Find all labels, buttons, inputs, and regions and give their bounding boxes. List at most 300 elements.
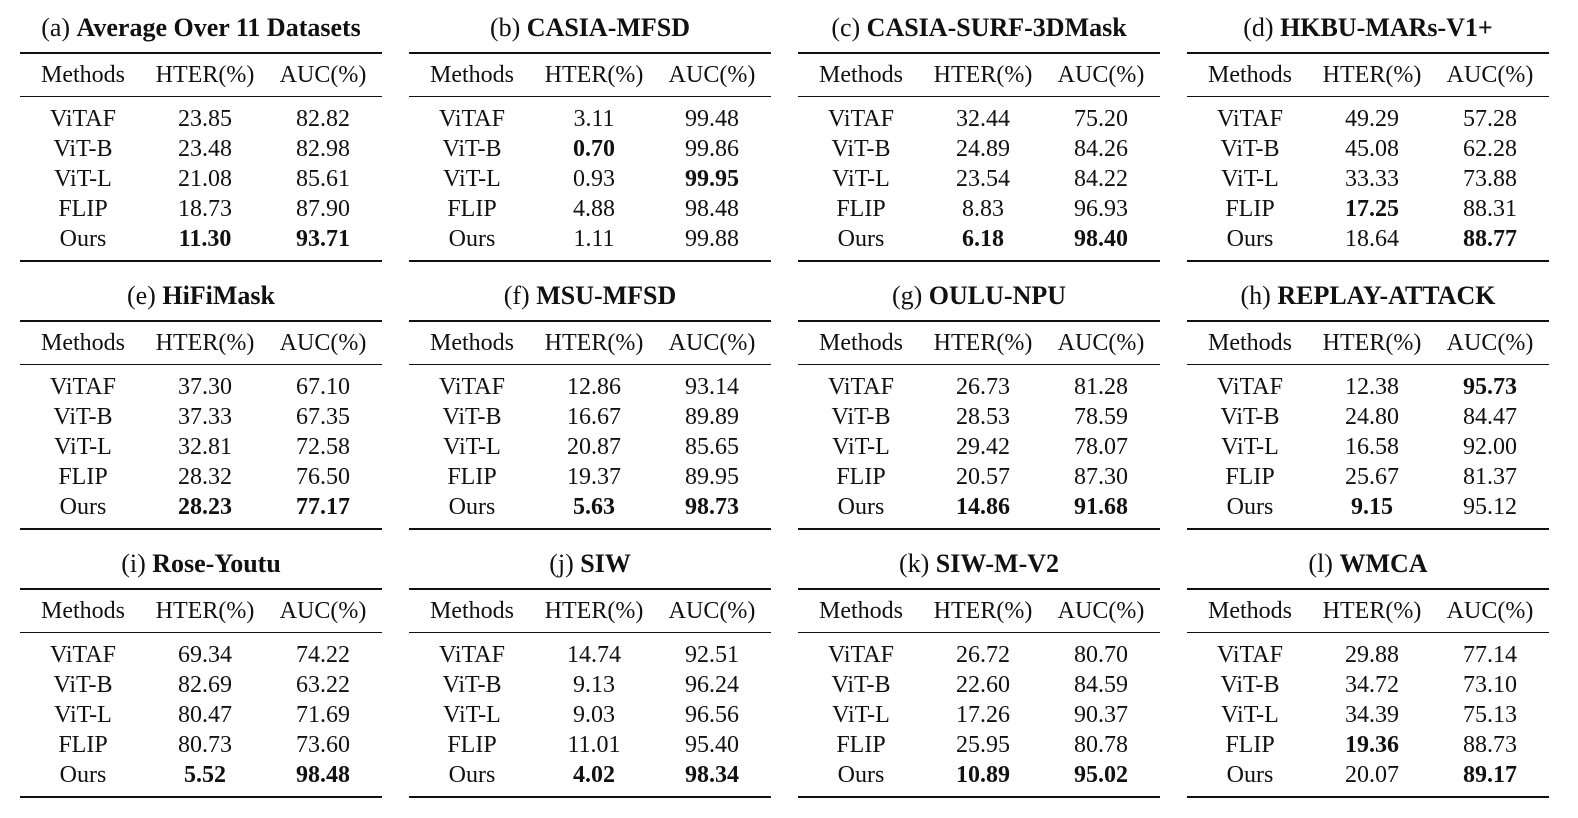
panel-title (1187, 8, 1549, 52)
column-header: AUC(%) (668, 61, 756, 88)
auc-cell: 89.89 (685, 403, 739, 430)
column-header: Methods (819, 329, 903, 356)
column-header: AUC(%) (1446, 329, 1534, 356)
method-cell: FLIP (836, 195, 886, 222)
hter-cell: 16.58 (1345, 433, 1399, 460)
table-header (20, 322, 382, 364)
column-header: HTER(%) (155, 597, 255, 624)
table-header (1187, 322, 1549, 364)
table-body (798, 365, 1160, 528)
panel-title (409, 276, 771, 320)
table-row (798, 432, 1160, 462)
panel-title (20, 8, 382, 52)
method-cell: ViT-B (442, 671, 502, 698)
results-table-panel (1187, 8, 1549, 262)
hter-cell: 0.70 (573, 135, 615, 162)
panel-label: (g) (891, 281, 923, 310)
panel-label: (a) (41, 13, 71, 42)
table-bottom-rule (409, 796, 771, 798)
panel-dataset-name: HiFiMask (162, 281, 276, 310)
auc-cell: 89.95 (685, 463, 739, 490)
auc-cell: 98.34 (685, 761, 739, 788)
hter-cell: 5.52 (184, 761, 226, 788)
panel-title (20, 544, 382, 588)
method-cell: ViT-B (53, 671, 113, 698)
auc-cell: 81.28 (1074, 373, 1128, 400)
auc-cell: 95.40 (685, 731, 739, 758)
auc-cell: 96.24 (685, 671, 739, 698)
column-header: AUC(%) (668, 329, 756, 356)
hter-cell: 16.67 (567, 403, 621, 430)
table-header (1187, 54, 1549, 96)
hter-cell: 17.26 (956, 701, 1010, 728)
results-table-panel (409, 276, 771, 530)
hter-cell: 17.25 (1345, 195, 1399, 222)
method-cell: ViT-L (54, 433, 112, 460)
method-cell: Ours (1226, 225, 1274, 252)
method-cell: Ours (1226, 761, 1274, 788)
hter-cell: 49.29 (1345, 105, 1399, 132)
results-table-panel (798, 276, 1160, 530)
auc-cell: 98.73 (685, 493, 739, 520)
hter-cell: 24.80 (1345, 403, 1399, 430)
table-row (409, 224, 771, 254)
auc-cell: 81.37 (1463, 463, 1517, 490)
hter-cell: 25.67 (1345, 463, 1399, 490)
method-cell: ViTAF (50, 641, 116, 668)
method-cell: ViTAF (828, 373, 894, 400)
table-bottom-rule (798, 528, 1160, 530)
hter-cell: 34.72 (1345, 671, 1399, 698)
table-row (798, 372, 1160, 402)
table-row (798, 700, 1160, 730)
table-row (20, 670, 382, 700)
table-row (409, 164, 771, 194)
hter-cell: 80.47 (178, 701, 232, 728)
table-row (1187, 402, 1549, 432)
table-row (798, 224, 1160, 254)
table-row (409, 432, 771, 462)
auc-cell: 63.22 (296, 671, 350, 698)
column-header: AUC(%) (1057, 61, 1145, 88)
table-row (1187, 462, 1549, 492)
table-header (409, 322, 771, 364)
auc-cell: 98.40 (1074, 225, 1128, 252)
method-cell: FLIP (58, 731, 108, 758)
auc-cell: 76.50 (296, 463, 350, 490)
panel-label: (d) (1243, 13, 1274, 42)
auc-cell: 87.30 (1074, 463, 1128, 490)
table-row (1187, 194, 1549, 224)
table-row (798, 640, 1160, 670)
auc-cell: 88.73 (1463, 731, 1517, 758)
results-table-panel (1187, 544, 1549, 798)
column-header: AUC(%) (1057, 329, 1145, 356)
auc-cell: 95.73 (1463, 373, 1517, 400)
hter-cell: 20.57 (956, 463, 1010, 490)
hter-cell: 23.54 (956, 165, 1010, 192)
auc-cell: 67.10 (296, 373, 350, 400)
table-bottom-rule (20, 260, 382, 262)
method-cell: ViTAF (439, 641, 505, 668)
results-table-panel (20, 276, 382, 530)
auc-cell: 82.82 (296, 105, 350, 132)
panel-dataset-name: REPLAY-ATTACK (1277, 281, 1496, 310)
auc-cell: 78.07 (1074, 433, 1128, 460)
hter-cell: 26.72 (956, 641, 1010, 668)
hter-cell: 20.87 (567, 433, 621, 460)
column-header: Methods (819, 61, 903, 88)
column-header: HTER(%) (933, 597, 1033, 624)
method-cell: FLIP (1225, 731, 1275, 758)
table-row (20, 104, 382, 134)
panel-dataset-name: SIW (580, 549, 631, 578)
column-header: Methods (41, 329, 125, 356)
hter-cell: 34.39 (1345, 701, 1399, 728)
table-header (798, 322, 1160, 364)
table-row (20, 730, 382, 760)
method-cell: ViT-L (54, 165, 112, 192)
auc-cell: 89.17 (1463, 761, 1517, 788)
hter-cell: 33.33 (1345, 165, 1399, 192)
auc-cell: 95.12 (1463, 493, 1517, 520)
hter-cell: 14.74 (567, 641, 621, 668)
column-header: AUC(%) (1446, 61, 1534, 88)
method-cell: Ours (837, 761, 885, 788)
column-header: Methods (430, 61, 514, 88)
panel-title (1187, 276, 1549, 320)
auc-cell: 92.51 (685, 641, 739, 668)
hter-cell: 18.73 (178, 195, 232, 222)
method-cell: ViTAF (1217, 373, 1283, 400)
method-cell: Ours (837, 493, 885, 520)
hter-cell: 45.08 (1345, 135, 1399, 162)
auc-cell: 82.98 (296, 135, 350, 162)
panel-dataset-name: Average Over 11 Datasets (76, 13, 361, 42)
hter-cell: 19.36 (1345, 731, 1399, 758)
column-header: HTER(%) (933, 61, 1033, 88)
method-cell: Ours (59, 493, 107, 520)
table-row (1187, 670, 1549, 700)
method-cell: ViT-L (1221, 701, 1279, 728)
column-header: Methods (41, 61, 125, 88)
auc-cell: 95.02 (1074, 761, 1128, 788)
table-row (1187, 640, 1549, 670)
hter-cell: 0.93 (573, 165, 615, 192)
hter-cell: 9.15 (1351, 493, 1393, 520)
hter-cell: 10.89 (956, 761, 1010, 788)
method-cell: FLIP (447, 195, 497, 222)
column-header: HTER(%) (155, 329, 255, 356)
table-row (798, 104, 1160, 134)
hter-cell: 29.42 (956, 433, 1010, 460)
hter-cell: 4.88 (573, 195, 615, 222)
auc-cell: 84.26 (1074, 135, 1128, 162)
panel-title (409, 8, 771, 52)
auc-cell: 99.86 (685, 135, 739, 162)
method-cell: ViT-B (53, 403, 113, 430)
hter-cell: 37.30 (178, 373, 232, 400)
auc-cell: 91.68 (1074, 493, 1128, 520)
method-cell: FLIP (836, 463, 886, 490)
column-header: Methods (41, 597, 125, 624)
panel-title (409, 544, 771, 588)
table-row (1187, 224, 1549, 254)
column-header: AUC(%) (668, 597, 756, 624)
table-row (409, 402, 771, 432)
column-header: HTER(%) (544, 329, 644, 356)
panel-label: (l) (1308, 549, 1333, 578)
auc-cell: 98.48 (685, 195, 739, 222)
table-header (20, 54, 382, 96)
method-cell: Ours (59, 225, 107, 252)
table-body (409, 633, 771, 796)
method-cell: ViT-B (442, 135, 502, 162)
hter-cell: 23.85 (178, 105, 232, 132)
method-cell: ViT-L (443, 701, 501, 728)
table-bottom-rule (20, 796, 382, 798)
method-cell: ViTAF (828, 105, 894, 132)
auc-cell: 99.95 (685, 165, 739, 192)
hter-cell: 14.86 (956, 493, 1010, 520)
method-cell: ViT-L (443, 165, 501, 192)
panel-dataset-name: SIW-M-V2 (935, 549, 1060, 578)
table-row (20, 462, 382, 492)
method-cell: FLIP (1225, 195, 1275, 222)
auc-cell: 85.61 (296, 165, 350, 192)
hter-cell: 28.53 (956, 403, 1010, 430)
table-header (798, 54, 1160, 96)
auc-cell: 99.88 (685, 225, 739, 252)
table-row (409, 492, 771, 522)
column-header: HTER(%) (1322, 329, 1422, 356)
panel-label: (k) (898, 549, 930, 578)
table-body (409, 365, 771, 528)
method-cell: FLIP (447, 731, 497, 758)
column-header: Methods (430, 329, 514, 356)
results-table-panel (798, 544, 1160, 798)
hter-cell: 6.18 (962, 225, 1004, 252)
column-header: HTER(%) (1322, 597, 1422, 624)
auc-cell: 87.90 (296, 195, 350, 222)
table-row (409, 372, 771, 402)
panel-label: (h) (1240, 281, 1271, 310)
results-table-panel (20, 544, 382, 798)
method-cell: ViTAF (50, 105, 116, 132)
method-cell: Ours (837, 225, 885, 252)
method-cell: Ours (448, 761, 496, 788)
auc-cell: 88.77 (1463, 225, 1517, 252)
method-cell: Ours (59, 761, 107, 788)
column-header: Methods (1208, 61, 1292, 88)
auc-cell: 96.56 (685, 701, 739, 728)
table-body (798, 633, 1160, 796)
table-row (20, 194, 382, 224)
panel-dataset-name: CASIA-MFSD (526, 13, 691, 42)
table-row (798, 164, 1160, 194)
auc-cell: 84.47 (1463, 403, 1517, 430)
method-cell: ViT-L (1221, 165, 1279, 192)
column-header: HTER(%) (544, 597, 644, 624)
auc-cell: 99.48 (685, 105, 739, 132)
method-cell: ViT-B (1220, 135, 1280, 162)
table-row (798, 402, 1160, 432)
results-table-panel (1187, 276, 1549, 530)
table-row (798, 670, 1160, 700)
hter-cell: 1.11 (573, 225, 615, 252)
hter-cell: 12.38 (1345, 373, 1399, 400)
column-header: HTER(%) (155, 61, 255, 88)
hter-cell: 25.95 (956, 731, 1010, 758)
table-header (409, 590, 771, 632)
panel-label: (i) (121, 549, 146, 578)
hter-cell: 8.83 (962, 195, 1004, 222)
panel-label: (c) (831, 13, 861, 42)
auc-cell: 73.60 (296, 731, 350, 758)
panel-title (798, 276, 1160, 320)
results-table-panel (20, 8, 382, 262)
method-cell: ViT-L (832, 701, 890, 728)
table-bottom-rule (409, 528, 771, 530)
hter-cell: 5.63 (573, 493, 615, 520)
table-row (1187, 700, 1549, 730)
table-row (409, 760, 771, 790)
hter-cell: 18.64 (1345, 225, 1399, 252)
auc-cell: 80.78 (1074, 731, 1128, 758)
method-cell: ViT-B (1220, 403, 1280, 430)
column-header: AUC(%) (1446, 597, 1534, 624)
hter-cell: 21.08 (178, 165, 232, 192)
panel-dataset-name: WMCA (1339, 549, 1428, 578)
auc-cell: 84.59 (1074, 671, 1128, 698)
hter-cell: 24.89 (956, 135, 1010, 162)
method-cell: ViTAF (439, 373, 505, 400)
method-cell: ViT-L (832, 433, 890, 460)
method-cell: Ours (448, 225, 496, 252)
panel-label: (e) (126, 281, 156, 310)
panel-label: (b) (489, 13, 521, 42)
hter-cell: 23.48 (178, 135, 232, 162)
auc-cell: 75.13 (1463, 701, 1517, 728)
column-header: HTER(%) (1322, 61, 1422, 88)
hter-cell: 26.73 (956, 373, 1010, 400)
auc-cell: 73.88 (1463, 165, 1517, 192)
method-cell: ViT-L (1221, 433, 1279, 460)
table-bottom-rule (409, 260, 771, 262)
method-cell: Ours (448, 493, 496, 520)
method-cell: FLIP (58, 463, 108, 490)
table-row (20, 164, 382, 194)
auc-cell: 92.00 (1463, 433, 1517, 460)
hter-cell: 3.11 (573, 105, 615, 132)
table-row (20, 224, 382, 254)
table-row (20, 700, 382, 730)
method-cell: ViT-L (443, 433, 501, 460)
panel-dataset-name: HKBU-MARs-V1+ (1280, 13, 1493, 42)
panel-label: (f) (503, 281, 530, 310)
panel-dataset-name: OULU-NPU (928, 281, 1067, 310)
table-row (798, 730, 1160, 760)
method-cell: ViT-B (53, 135, 113, 162)
table-row (1187, 372, 1549, 402)
panel-title (1187, 544, 1549, 588)
table-bottom-rule (798, 260, 1160, 262)
results-table-panel (409, 544, 771, 798)
method-cell: ViTAF (50, 373, 116, 400)
table-row (409, 700, 771, 730)
table-row (20, 372, 382, 402)
table-body (20, 633, 382, 796)
method-cell: ViTAF (1217, 105, 1283, 132)
auc-cell: 75.20 (1074, 105, 1128, 132)
table-body (1187, 633, 1549, 796)
hter-cell: 11.30 (178, 225, 232, 252)
table-row (409, 104, 771, 134)
table-row (20, 402, 382, 432)
table-row (20, 432, 382, 462)
method-cell: ViTAF (439, 105, 505, 132)
table-row (409, 462, 771, 492)
method-cell: FLIP (1225, 463, 1275, 490)
auc-cell: 67.35 (296, 403, 350, 430)
table-bottom-rule (1187, 260, 1549, 262)
hter-cell: 20.07 (1345, 761, 1399, 788)
column-header: AUC(%) (279, 597, 367, 624)
column-header: Methods (430, 597, 514, 624)
table-row (1187, 104, 1549, 134)
auc-cell: 77.14 (1463, 641, 1517, 668)
hter-cell: 28.32 (178, 463, 232, 490)
table-row (798, 134, 1160, 164)
table-row (409, 670, 771, 700)
auc-cell: 77.17 (296, 493, 350, 520)
auc-cell: 73.10 (1463, 671, 1517, 698)
table-body (409, 97, 771, 260)
table-body (20, 97, 382, 260)
table-row (798, 760, 1160, 790)
hter-cell: 82.69 (178, 671, 232, 698)
method-cell: FLIP (836, 731, 886, 758)
auc-cell: 71.69 (296, 701, 350, 728)
panel-dataset-name: MSU-MFSD (536, 281, 677, 310)
column-header: Methods (819, 597, 903, 624)
results-table-panel (409, 8, 771, 262)
hter-cell: 32.44 (956, 105, 1010, 132)
table-row (798, 194, 1160, 224)
table-row (409, 730, 771, 760)
method-cell: ViT-B (442, 403, 502, 430)
auc-cell: 84.22 (1074, 165, 1128, 192)
table-bottom-rule (20, 528, 382, 530)
auc-cell: 72.58 (296, 433, 350, 460)
table-row (1187, 492, 1549, 522)
method-cell: ViT-B (831, 403, 891, 430)
hter-cell: 32.81 (178, 433, 232, 460)
table-row (798, 462, 1160, 492)
table-row (409, 640, 771, 670)
column-header: Methods (1208, 329, 1292, 356)
method-cell: Ours (1226, 493, 1274, 520)
column-header: HTER(%) (544, 61, 644, 88)
panel-title (798, 544, 1160, 588)
hter-cell: 19.37 (567, 463, 621, 490)
table-row (1187, 730, 1549, 760)
method-cell: FLIP (447, 463, 497, 490)
hter-cell: 37.33 (178, 403, 232, 430)
hter-cell: 29.88 (1345, 641, 1399, 668)
hter-cell: 80.73 (178, 731, 232, 758)
column-header: AUC(%) (1057, 597, 1145, 624)
